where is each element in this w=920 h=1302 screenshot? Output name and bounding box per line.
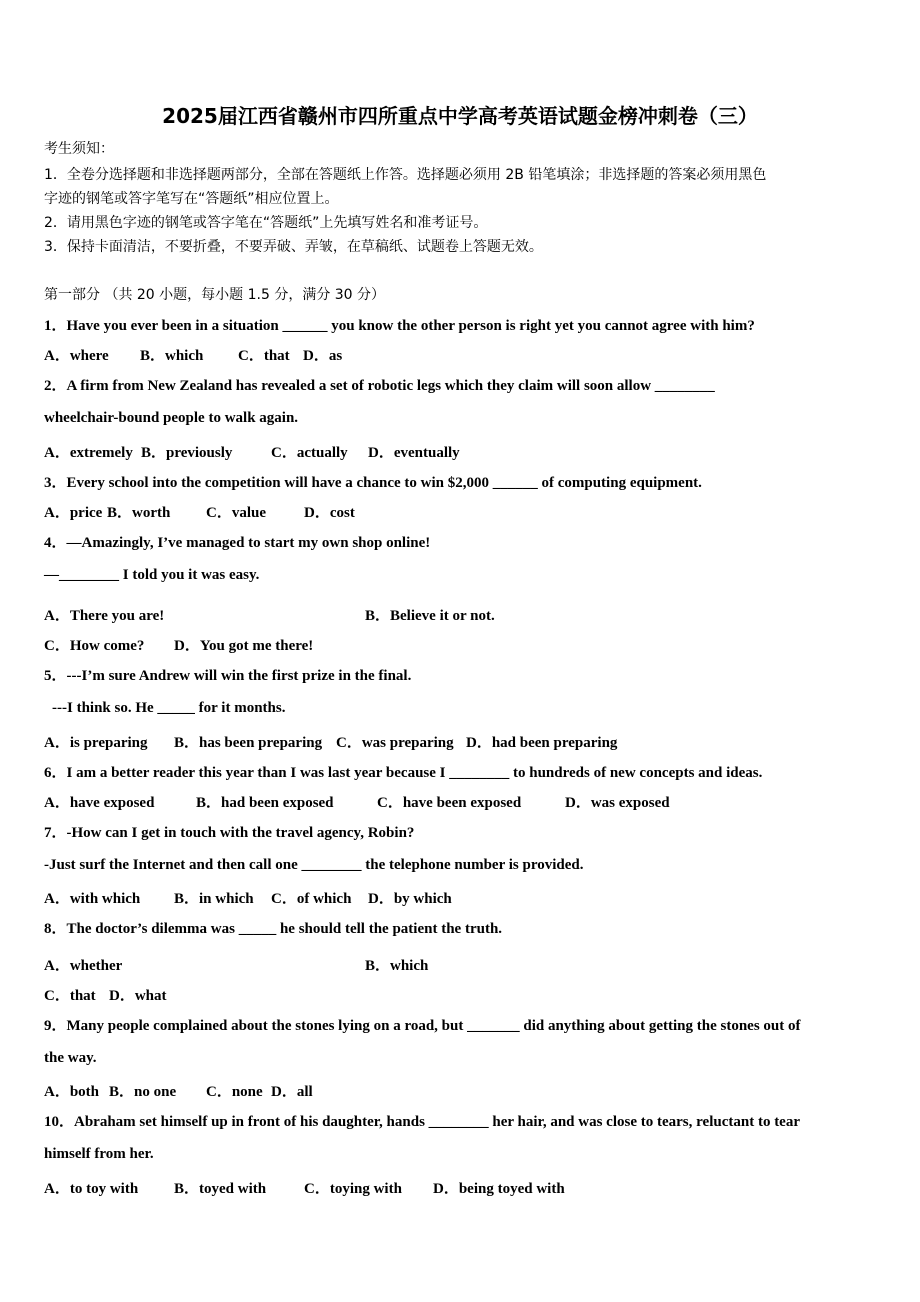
option-b: B．toyed with	[174, 1181, 267, 1197]
notice-line: 2．请用黑色字迹的钢笔或答字笔在“答题纸”上先填写姓名和准考证号。	[44, 215, 488, 231]
question-stem: 2．A firm from New Zealand has revealed a set of robotic legs which they claim will soon allow ________	[44, 378, 715, 394]
option-c: C．of which	[271, 891, 352, 907]
option-b: B．no one	[109, 1084, 177, 1100]
option-c: C．that	[44, 988, 96, 1004]
page-title: 2025届江西省赣州市四所重点中学高考英语试题金榜冲刺卷（三）	[162, 104, 758, 128]
question-stem: 8．The doctor’s dilemma was _____ he should tell the patient the truth.	[44, 921, 503, 937]
option-d: D．all	[271, 1084, 313, 1100]
option-a: A．whether	[44, 958, 123, 974]
question-stem: 10．Abraham set himself up in front of his daughter, hands ________ her hair, and was close to tears, reluctant to tear	[44, 1114, 800, 1130]
option-d: D．was exposed	[565, 795, 670, 811]
notice-line: 3．保持卡面清洁，不要折叠，不要弄破、弄皱，在草稿纸、试题卷上答题无效。	[44, 239, 543, 255]
option-a: A．with which	[44, 891, 141, 907]
option-b: B．had been exposed	[196, 795, 334, 811]
question-stem: 9．Many people complained about the stones lying on a road, but _______ did anything about getting the stones out of	[44, 1018, 801, 1034]
option-a: A．to toy with	[44, 1181, 139, 1197]
option-b: B．Believe it or not.	[365, 608, 495, 624]
option-b: B．which	[140, 348, 204, 364]
option-c: C．was preparing	[336, 735, 454, 751]
option-c: C．none	[206, 1084, 263, 1100]
option-a: A．price	[44, 505, 103, 521]
option-a: A．is preparing	[44, 735, 148, 751]
question-stem: 1．Have you ever been in a situation ______ you know the other person is right yet you cannot agree with him?	[44, 318, 755, 334]
option-d: D．as	[303, 348, 343, 364]
option-d: D．cost	[304, 505, 355, 521]
option-b: B．worth	[107, 505, 171, 521]
option-d: D．You got me there!	[174, 638, 314, 654]
question-stem: 5．---I’m sure Andrew will win the first prize in the final.	[44, 668, 412, 684]
option-d: D．what	[109, 988, 167, 1004]
option-b: B．has been preparing	[174, 735, 323, 751]
notice-heading: 考生须知：	[44, 141, 114, 157]
question-stem-cont: ---I think so. He _____ for it months.	[52, 700, 286, 716]
question-stem: 4．—Amazingly, I’ve managed to start my own shop online!	[44, 535, 431, 551]
option-a: A．extremely	[44, 445, 133, 461]
question-stem: 3．Every school into the competition will have a chance to win $2,000 ______ of computing equipment.	[44, 475, 702, 491]
notice-line: 1．全卷分选择题和非选择题两部分，全部在答题纸上作答。选择题必须用 2B 铅笔填涂；非选择题的答案必须用黑色	[44, 167, 767, 183]
option-c: C．How come?	[44, 638, 145, 654]
option-b: B．which	[365, 958, 429, 974]
question-stem-cont: himself from her.	[44, 1146, 154, 1162]
option-a: A．have exposed	[44, 795, 155, 811]
question-stem: 7．-How can I get in touch with the travel agency, Robin?	[44, 825, 415, 841]
option-a: A．where	[44, 348, 109, 364]
question-stem: 6．I am a better reader this year than I was last year because I ________ to hundreds of new concepts and ideas.	[44, 765, 763, 781]
option-a: A．both	[44, 1084, 100, 1100]
option-b: B．in which	[174, 891, 254, 907]
option-d: D．had been preparing	[466, 735, 618, 751]
question-stem-cont: -Just surf the Internet and then call one ________ the telephone number is provided.	[44, 857, 584, 873]
option-c: C．that	[238, 348, 290, 364]
option-c: C．toying with	[304, 1181, 402, 1197]
question-stem-cont: the way.	[44, 1050, 97, 1066]
section-heading: 第一部分 （共 20 小题，每小题 1.5 分，满分 30 分）	[44, 287, 386, 303]
question-stem-cont: —________ I told you it was easy.	[44, 567, 260, 583]
option-d: D．by which	[368, 891, 452, 907]
option-c: C．have been exposed	[377, 795, 522, 811]
notice-line: 字迹的钢笔或答字笔写在“答题纸”相应位置上。	[44, 191, 339, 207]
option-b: B．previously	[141, 445, 233, 461]
option-d: D．eventually	[368, 445, 460, 461]
option-d: D．being toyed with	[433, 1181, 565, 1197]
option-c: C．actually	[271, 445, 348, 461]
option-a: A．There you are!	[44, 608, 165, 624]
question-stem-cont: wheelchair-bound people to walk again.	[44, 410, 299, 426]
option-c: C．value	[206, 505, 267, 521]
